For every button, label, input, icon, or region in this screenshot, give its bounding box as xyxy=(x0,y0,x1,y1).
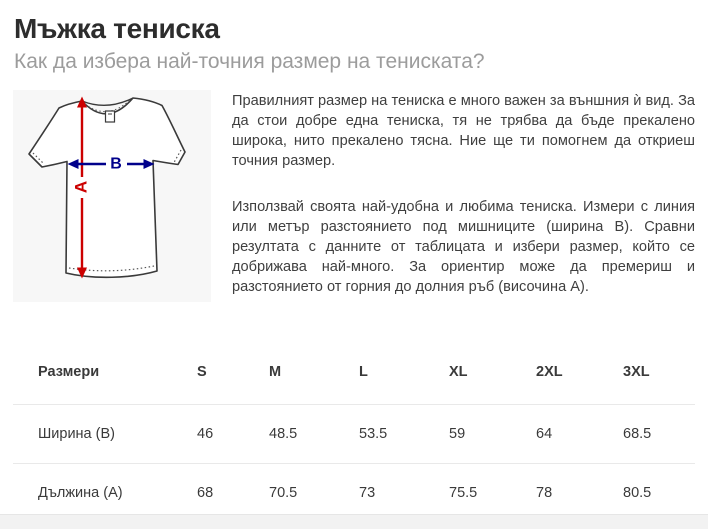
size-table-header-s: S xyxy=(197,342,269,405)
row-label-length: Дължина (A) xyxy=(13,464,197,523)
width-value-s: 46 xyxy=(197,405,269,464)
tshirt-graphic xyxy=(13,90,211,302)
length-value-3xl: 80.5 xyxy=(623,464,695,523)
size-table-header-row xyxy=(13,342,695,405)
length-value-xl: 75.5 xyxy=(449,464,536,523)
page-bottom-strip xyxy=(0,514,708,529)
intro-text xyxy=(232,90,695,323)
tshirt-measurement-diagram xyxy=(13,90,211,302)
length-value-s: 68 xyxy=(197,464,269,523)
width-value-2xl: 64 xyxy=(536,405,623,464)
size-table-header-sizes: Размери xyxy=(13,342,197,405)
width-value-3xl: 68.5 xyxy=(623,405,695,464)
length-value-2xl: 78 xyxy=(536,464,623,523)
page-title: Мъжка тениска xyxy=(14,13,220,44)
length-value-l: 73 xyxy=(359,464,449,523)
width-value-l: 53.5 xyxy=(359,405,449,464)
length-value-m: 70.5 xyxy=(269,464,359,523)
size-table-header-2xl: 2XL xyxy=(536,342,623,405)
width-value-xl: 59 xyxy=(449,405,536,464)
content-row xyxy=(0,74,708,323)
table-row-width xyxy=(13,405,695,464)
neck-tag xyxy=(106,111,115,122)
intro-paragraph-1: Правилният размер на тениска е много важен за външния ѝ вид. За да стои добре една тениска, тя не трябва да бъде прекалено широка, нито прекалено тясна. Ние ще ти помогнем да откриеш точния размер. xyxy=(232,93,695,169)
size-table-header-3xl: 3XL xyxy=(623,342,695,405)
collar-back-line xyxy=(82,98,133,105)
size-table-header-l: L xyxy=(359,342,449,405)
size-table-header-m: M xyxy=(269,342,359,405)
width-value-m: 48.5 xyxy=(269,405,359,464)
size-table xyxy=(13,342,695,523)
header xyxy=(0,0,708,74)
width-label: B xyxy=(110,155,122,173)
intro-paragraph-2: Използвай своята най-удобна и любима тениска. Измери с линия или метър разстоянието под мишниците (ширина B). Сравни резултата с данните от таблицата и избери размер, който се добрижава най-много. За ориентир може да премериш и разстоянието от горния до долния ръб (височина A). xyxy=(232,199,695,295)
height-label: A xyxy=(71,180,91,194)
size-table-header-xl: XL xyxy=(449,342,536,405)
page-subtitle: Как да избера най-точния размер на тениската? xyxy=(14,50,485,73)
tshirt-outline xyxy=(29,98,185,277)
row-label-width: Ширина (B) xyxy=(13,405,197,464)
